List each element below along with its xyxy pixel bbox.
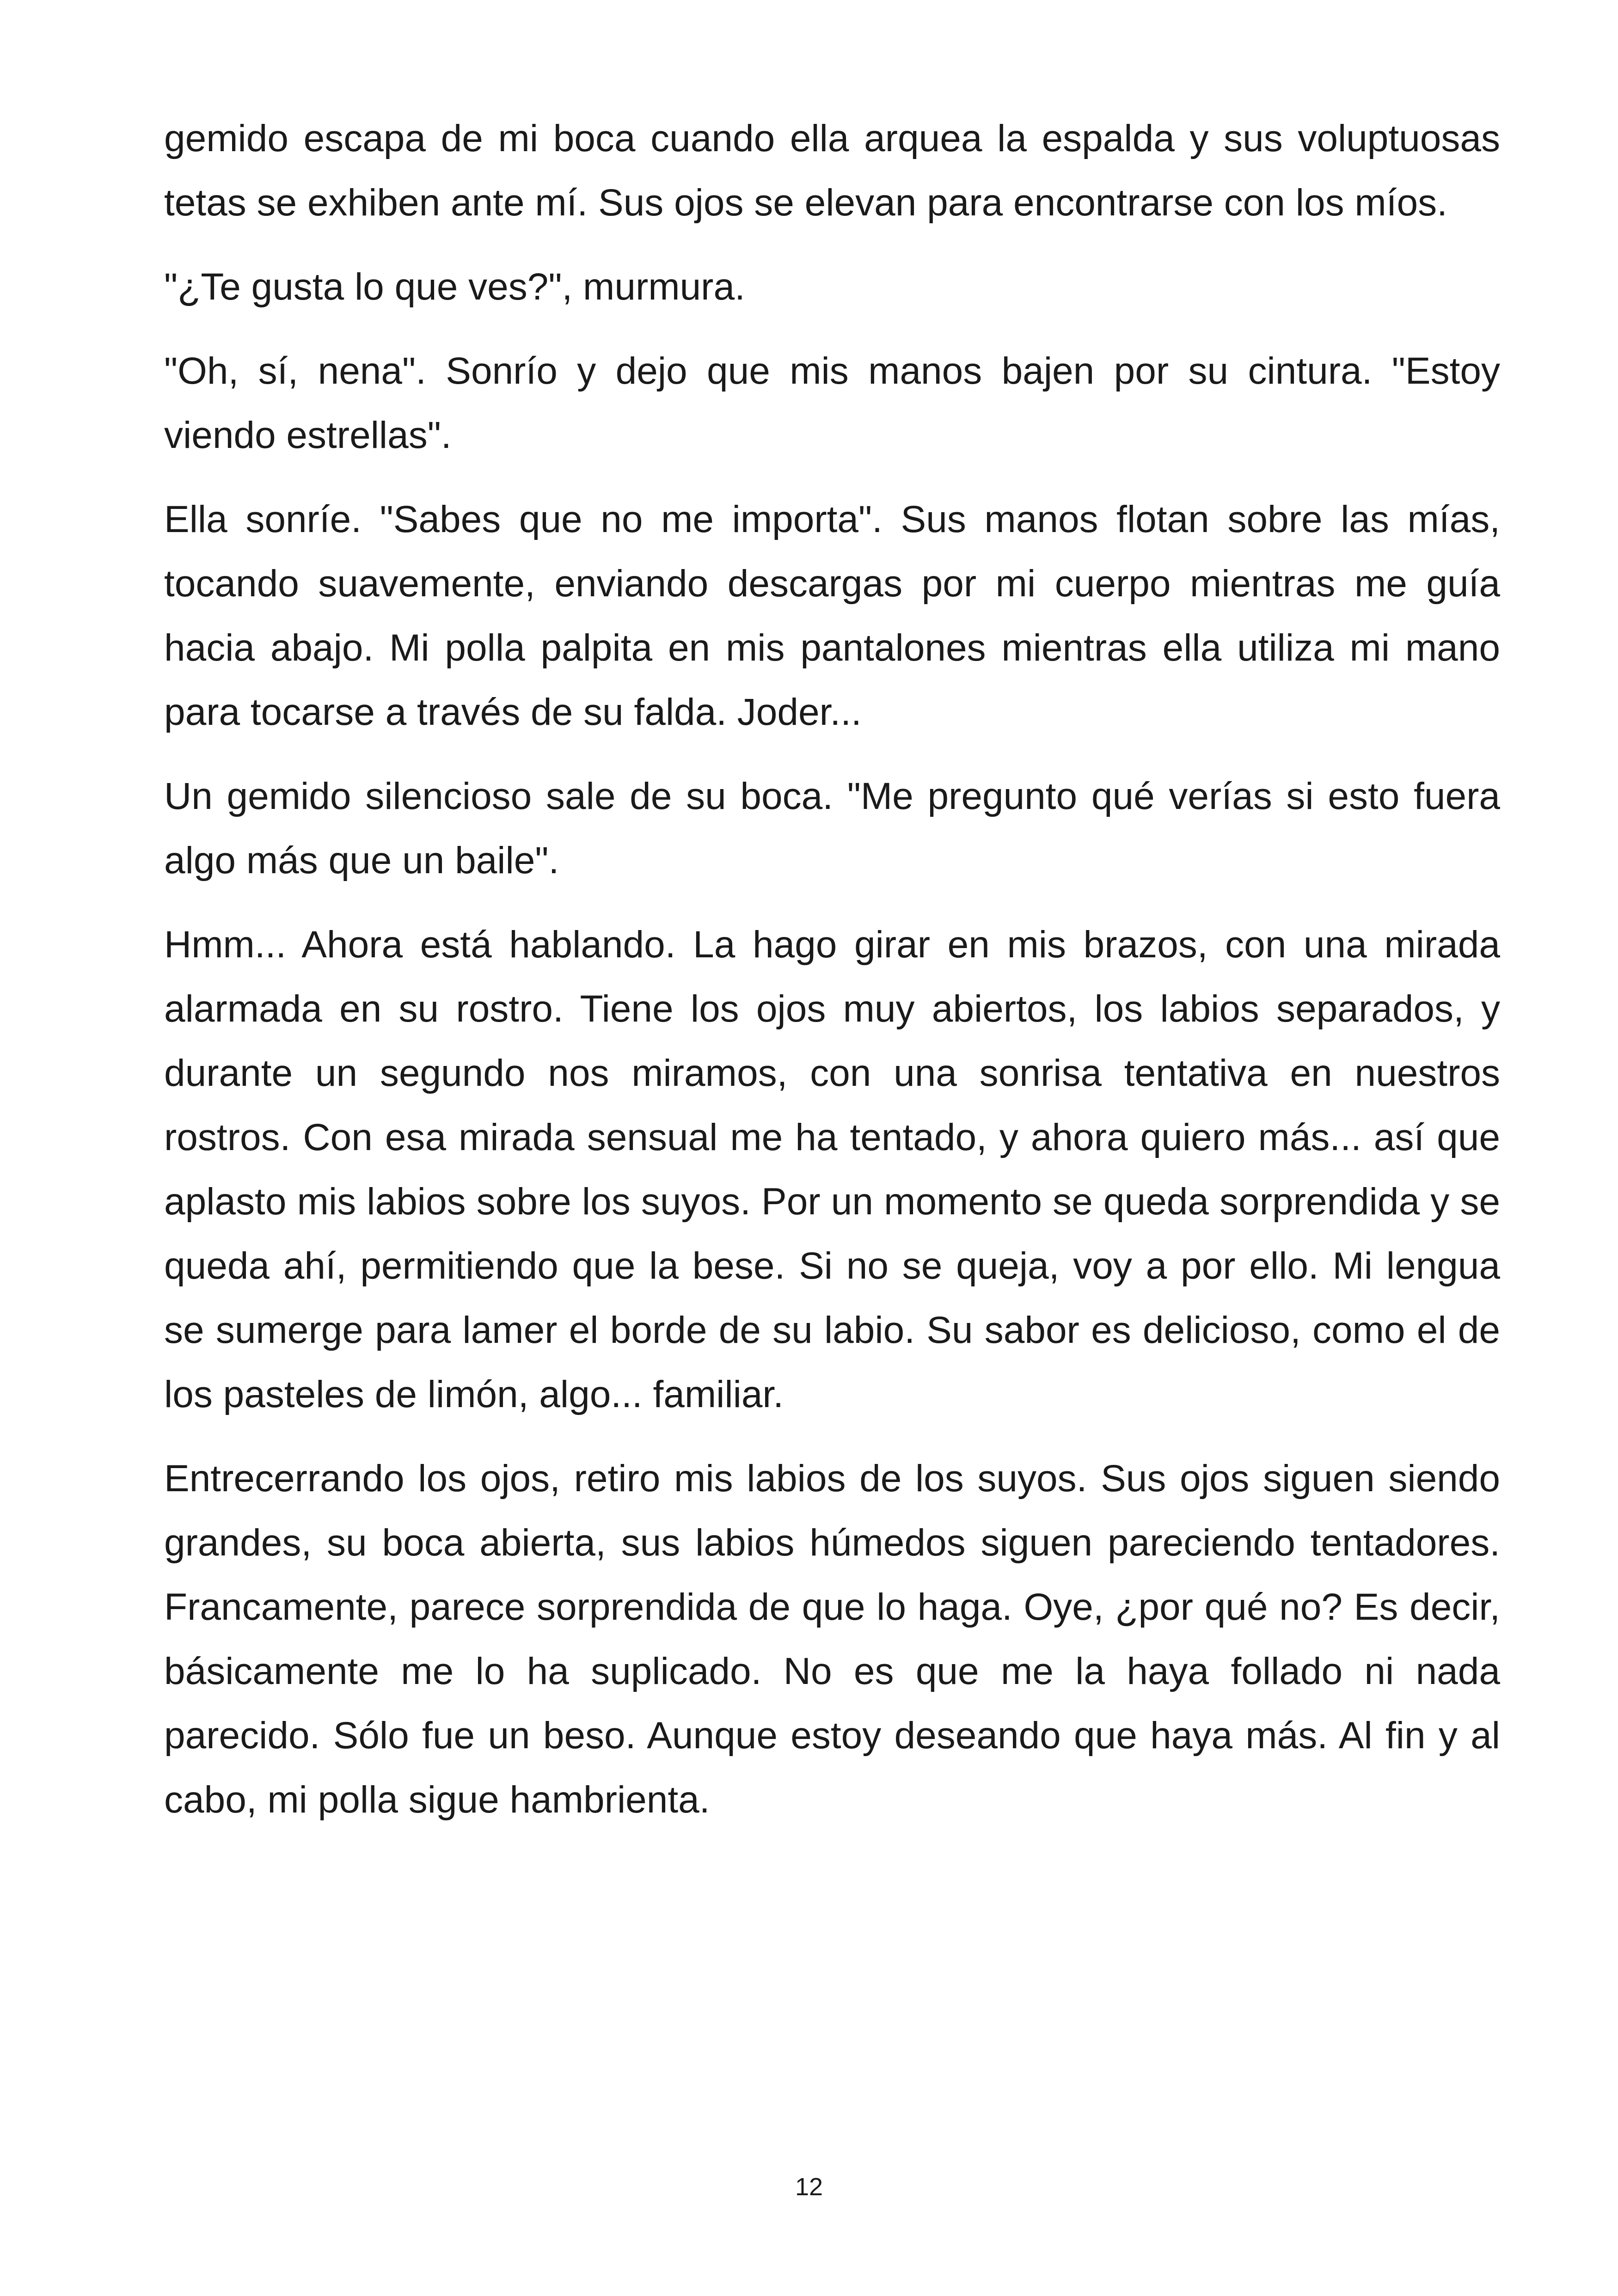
paragraph-6: Hmm... Ahora está hablando. La hago girar en mis brazos, con una mirada alarmada en su rostro. Tiene los ojos muy abiertos, los labios separados, y durante un segundo nos miramos, con una sonrisa tentativa en nuestros rostros. Con esa mirada sensual me ha tentado, y ahora quiero más... así que aplasto mis labios sobre los suyos. Por un momento se queda sorprendida y se queda ahí, permitiendo que la bese. Si no se queja, voy a por ello. Mi lengua se sumerge para lamer el borde de su labio. Su sabor es delicioso, como el de los pasteles de limón, algo... familiar. [164,924,1500,1415]
paragraph-5: Un gemido silencioso sale de su boca. "Me pregunto qué verías si esto fuera algo más que un baile". [164,775,1500,882]
body-text [164,106,1500,1852]
paragraph-2: "¿Te gusta lo que ves?", murmura. [164,266,745,308]
paragraph-4: Ella sonríe. "Sabes que no me importa". Sus manos flotan sobre las mías, tocando suavemente, enviando descargas por mi cuerpo mientras me guía hacia abajo. Mi polla palpita en mis pantalones mientras ella utiliza mi mano para tocarse a través de su falda. Joder... [164,498,1500,733]
paragraph-1: gemido escapa de mi boca cuando ella arquea la espalda y sus voluptuosas tetas se exhiben ante mí. Sus ojos se elevan para encontrarse con los míos. [164,117,1500,224]
paragraph-3: "Oh, sí, nena". Sonrío y dejo que mis manos bajen por su cintura. "Estoy viendo estrellas". [164,350,1500,456]
page-number: 12 [795,2173,823,2201]
paragraph-7: Entrecerrando los ojos, retiro mis labios de los suyos. Sus ojos siguen siendo grandes, su boca abierta, sus labios húmedos siguen pareciendo tentadores. Francamente, parece sorprendida de que lo haga. Oye, ¿por qué no? Es decir, básicamente me lo ha suplicado. No es que me la haya follado ni nada parecido. Sólo fue un beso. Aunque estoy deseando que haya más. Al fin y al cabo, mi polla sigue hambrienta. [164,1457,1500,1821]
